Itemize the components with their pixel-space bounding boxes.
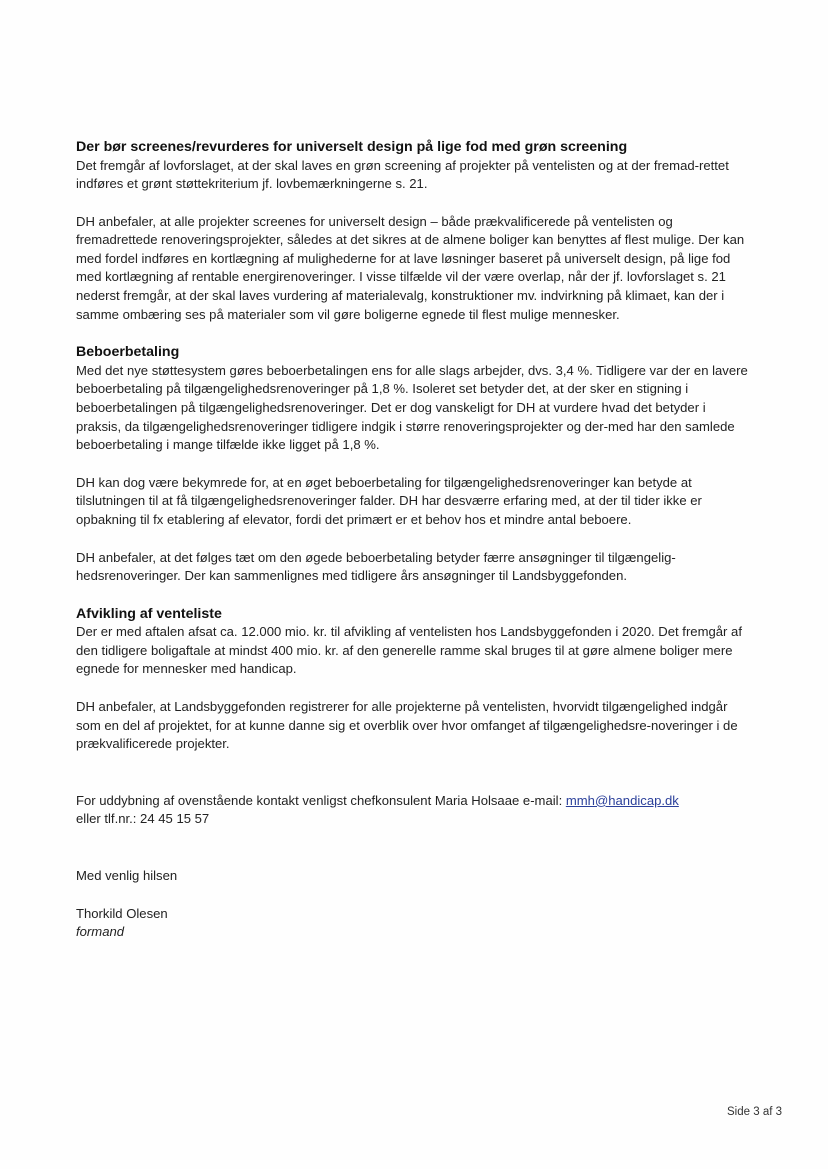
section-heading: Beboerbetaling [76,344,180,361]
contact-info [76,792,748,829]
section-screening [76,138,748,324]
paragraph: DH anbefaler, at det følges tæt om den øgede beboerbetaling betyder færre ansøgninger til tilgængelig-hedsrenoveringer. Der kan sammenlignes med tidligere års ansøgninger til Landsbyggefonden. [76,549,676,584]
document-body [76,138,748,942]
section-venteliste [76,605,748,754]
paragraph: DH anbefaler, at alle projekter screenes for universelt design – både prækvalificerede på ventelisten og fremadrettede renoveringsprojekter, således at det sikres at de almene boliger kan benyttes af flest mulige. Der kan med fordel indføres en kortlægning af mulighederne for at lave løsninger baseret på universelt design, på lige fod med kortlægning af rentable energirenoveringer. I visse tilfælde vil der være overlap, når der jf. lovforslaget s. 21 nederst fremgår, at der skal laves vurdering af materialevalg, konstruktioner mv. indvirkning på klimaet, kan der i samme ombæring ses på materialer som vil gøre boligerne egnede til flest mulige mennesker. [76,213,745,322]
paragraph: DH kan dog være bekymrede for, at en øget beboerbetaling for tilgængelighedsrenoveringer kan betyde at tilslutningen til at få tilgængelighedsrenoveringer falder. DH har desværre erfaring med, at der til tider ikke er opbakning til fx etablering af elevator, fordi det primært er et behov hos et mindre antal beboere. [76,474,702,527]
signature [76,867,748,942]
signatory-role: formand [76,924,125,940]
email-link[interactable]: mmh@handicap.dk [565,792,679,808]
signatory-name: Thorkild Olesen [76,905,168,921]
paragraph: Med det nye støttesystem gøres beboerbetalingen ens for alle slags arbejder, dvs. 3,4 %. Tidligere var der en lavere beboerbetaling på tilgængelighedsrenoveringer på 1,8 %. Isoleret set betyder det, at der sker en stigning i beboerbetalingen på tilgængelighedsrenoveringer. Det er dog vanskeligt for DH at vurdere hvad det betyder i praksis, da tilgængelighedsrenoveringer tidligere indgik i større renoveringsprojekter og der-med har den samlede beboerbetaling i mange tilfælde ikke ligget på 1,8 %. [76,362,748,453]
contact-text: For uddybning af ovenstående kontakt venligst chefkonsulent Maria Holsaae e-mail: [76,792,566,808]
paragraph: Det fremgår af lovforslaget, at der skal laves en grøn screening af projekter på ventelisten og at der fremad-rettet indføres et grønt støttekriterium jf. lovbemærkningerne s. 21. [76,157,729,192]
paragraph: Der er med aftalen afsat ca. 12.000 mio. kr. til afvikling af ventelisten hos Landsbyggefonden i 2020. Det fremgår af den tidligere boligaftale at mindst 400 mio. kr. af den generelle ramme skal bruges til at gøre almene boliger mere egnede for mennesker med handicap. [76,624,742,677]
section-heading: Der bør screenes/revurderes for universelt design på lige fod med grøn screening [76,139,628,155]
paragraph: DH anbefaler, at Landsbyggefonden registrerer for alle projekterne på ventelisten, hvorvidt tilgængelighed indgår som en del af projektet, for at kunne danne sig et overblik over hvor omfanget af tilgængelighedsre-noveringer i de prækvalificerede projekter. [76,698,738,752]
phone-line: eller tlf.nr.: 24 45 15 57 [76,811,210,827]
greeting: Med venlig hilsen [76,867,178,883]
section-beboerbetaling [76,343,748,585]
page-number: Side 3 af 3 [727,1106,782,1118]
contact-line [76,792,748,811]
section-heading: Afvikling af venteliste [76,605,222,622]
